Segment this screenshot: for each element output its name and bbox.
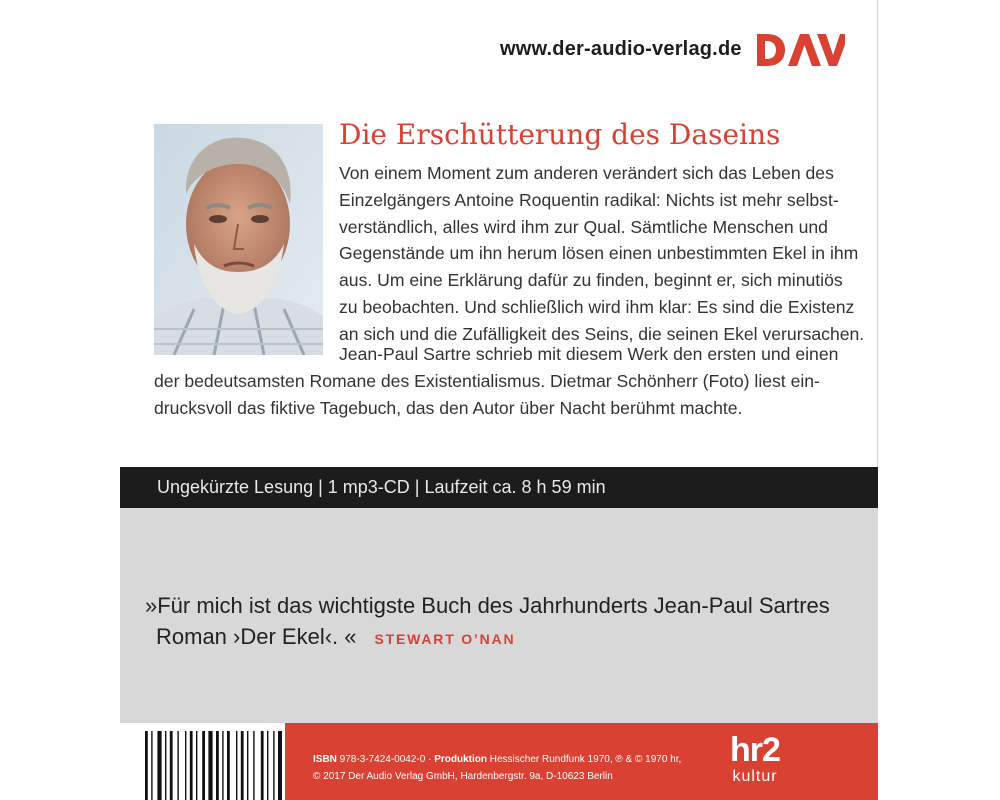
isbn-value: 978-3-7424-0042-0 · [336,754,435,765]
barcode-stripe [278,731,282,800]
barcode [145,723,282,800]
footer-band [285,723,878,800]
barcode-stripe [216,731,219,800]
barcode-stripe [208,731,212,800]
quote-line-2: Roman ›Der Ekel‹. « [156,624,357,649]
barcode-stripe [222,731,223,800]
panel-edge-line [877,0,878,470]
barcode-stripe [151,731,152,800]
description-line: Gegenstände um ihn herum lösen einen unbestimmten Ekel in ihm [339,243,859,264]
barcode-stripe [241,731,244,800]
quote-line-1: »Für mich ist das wichtigste Buch des Jahrhunderts Jean-Paul Sartres [145,593,830,618]
description-line: der bedeutsamsten Romane des Existentialismus. Dietmar Schönherr (Foto) liest ein- [154,370,820,391]
info-bar-text: Ungekürzte Lesung | 1 mp3-CD | Laufzeit ca. 8 h 59 min [157,477,606,497]
description-line: an sich und die Zufälligkeit des Seins, die seinen Ekel verursachen. [339,323,865,344]
barcode-stripe [267,731,268,800]
barcode-stripe [247,731,248,800]
dav-logo [757,34,845,66]
production-value: Hessischer Rundfunk 1970, ℗ & © 1970 hr, [486,754,682,765]
info-bar [120,467,878,508]
description-line: drucksvoll das fiktive Tagebuch, das den Autor über Nacht berühmt machte. [154,397,743,418]
description-bottom [154,341,844,421]
barcode-stripe [190,731,193,800]
barcode-stripe [273,731,274,800]
description-line: Einzelgängers Antoine Roquentin radikal: Nichts ist mehr selbst- [339,189,839,210]
production-label: Produktion [434,754,487,765]
quote-author: STEWART O’NAN [374,631,516,647]
barcode-stripe [236,731,237,800]
narrator-photo [154,124,323,355]
copyright-line: © 2017 Der Audio Verlag GmbH, Hardenbergstr. 9a, D-10623 Berlin [313,771,613,782]
barcode-stripe [196,731,197,800]
barcode-stripe [165,731,166,800]
description-line: verständlich, alles wird ihm zur Qual. Sämtliche Menschen und [339,216,828,237]
barcode-stripe [185,731,186,800]
barcode-stripe [145,731,148,800]
barcode-stripe [170,731,173,800]
description-line: zu beobachten. Und schließlich wird ihm klar: Es sind die Existenz [339,296,855,317]
book-title: Die Erschütterung des Daseins [339,118,781,151]
barcode-stripe [261,731,264,800]
kultur-logo-text: kultur [732,768,778,785]
barcode-stripe [202,731,205,800]
publisher-url[interactable]: www.der-audio-verlag.de [500,38,742,60]
barcode-stripe [227,731,230,800]
review-quote [145,590,830,655]
footer-text [313,751,681,785]
hr2-kultur-logo [720,732,790,794]
barcode-stripe [157,731,161,800]
description-line: Jean-Paul Sartre schrieb mit diesem Werk den ersten und einen [339,344,839,364]
description-line: aus. Um eine Erklärung dafür zu finden, beginnt er, sich minutiös [339,270,843,291]
barcode-stripe [177,731,178,800]
description-top [339,160,865,348]
description-line: Von einem Moment zum anderen verändert sich das Leben des [339,163,834,183]
barcode-stripe [253,731,254,800]
isbn-label: ISBN [313,754,337,765]
hr2-logo-text: hr2 [730,731,780,769]
